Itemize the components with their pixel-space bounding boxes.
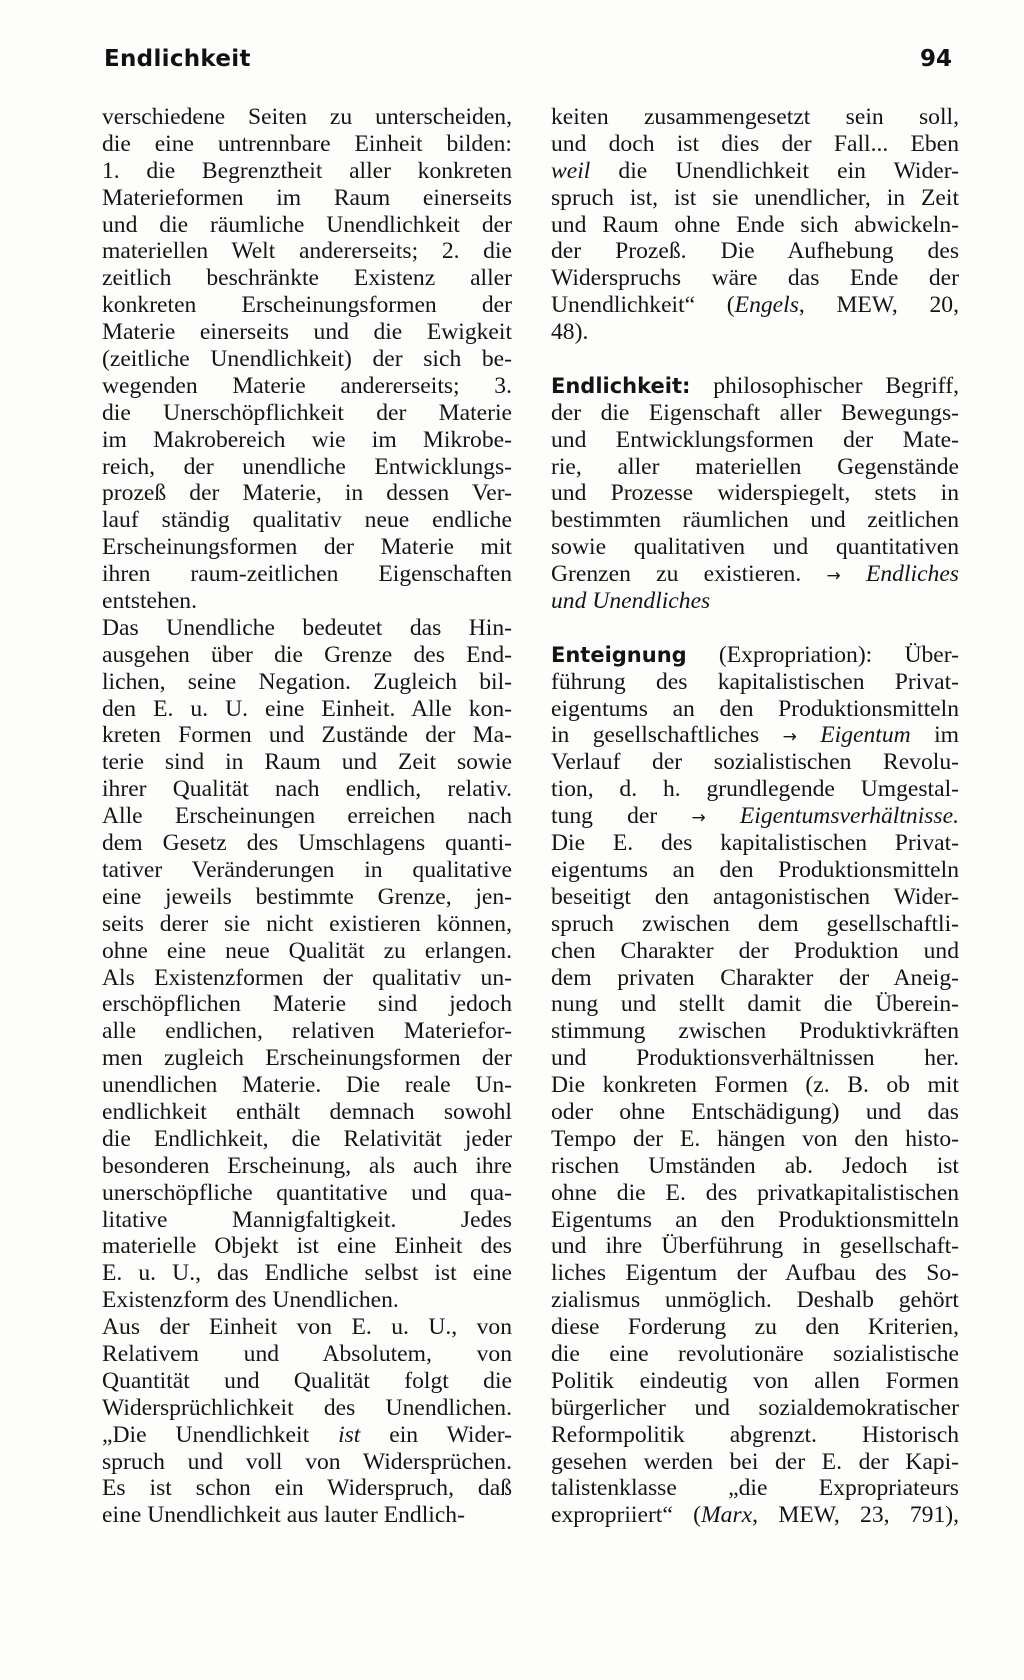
text-line: kreten Formen und Zustände der Ma- — [102, 722, 512, 749]
cross-reference-link: Eigentum — [820, 722, 911, 749]
text-line: spruch ist, ist sie unendlicher, in Zeit — [551, 184, 959, 211]
text-line: dem Gesetz des Umschlagens quanti- — [102, 830, 512, 857]
text-line: und Prozesse widerspiegelt, stets in — [551, 480, 959, 507]
text-line: Widerspruchs wäre das Ende der — [551, 265, 959, 292]
text-line: endlichkeit enthält demnach sowohl — [102, 1098, 512, 1125]
text-line: beseitigt den antagonistischen Wider- — [551, 883, 959, 910]
cross-reference-link: Eigentumsverhältnisse. — [739, 803, 959, 830]
text-line: reich, der unendliche Entwicklungs- — [102, 453, 512, 480]
text-line: unendlichen Materie. Die reale Un- — [102, 1072, 512, 1099]
text-line: keiten zusammengesetzt sein soll, — [551, 104, 959, 130]
text-line: unerschöpfliche quantitative und qua- — [102, 1179, 512, 1206]
text-line: „Die Unendlichkeit ist ein Wider- — [102, 1421, 512, 1448]
text-line: diese Forderung zu den Kriterien, — [551, 1314, 959, 1341]
text-line: weil die Unendlichkeit ein Wider- — [551, 157, 959, 184]
text-line: die Unerschöpflichkeit der Materie — [102, 399, 512, 426]
text-line: tion, d. h. grundlegende Umgestal- — [551, 776, 959, 803]
page-number: 94 — [919, 46, 952, 72]
text-line: und ihre Überführung in gesellschaft- — [551, 1233, 959, 1260]
text-line: materielle Objekt ist eine Einheit des — [102, 1233, 512, 1260]
text-line: Tempo der E. hängen von den histo- — [551, 1125, 959, 1152]
text-line: tativer Veränderungen in qualitative — [102, 856, 512, 883]
text-line: Existenzform des Unendlichen. — [102, 1287, 399, 1314]
text-line: die eine revolutionäre sozialistische — [551, 1340, 959, 1367]
text-line: alle endlichen, relativen Materiefor- — [102, 1018, 512, 1045]
text-line: litative Mannigfaltigkeit. Jedes — [102, 1206, 512, 1233]
text-line: bestimmten räumlichen und zeitlichen — [551, 507, 959, 534]
text-line: men zugleich Erscheinungsformen der — [102, 1045, 512, 1072]
text-line: Quantität und Qualität folgt die — [102, 1367, 512, 1394]
paragraph-gap — [551, 615, 959, 642]
text-line: 1. die Begrenztheit aller konkreten — [102, 157, 512, 184]
text-line: materiellen Welt andererseits; 2. die — [102, 238, 512, 265]
text-line — [551, 588, 959, 615]
text-line: Widersprüchlichkeit des Unendlichen. — [102, 1394, 512, 1421]
text-fragment: philosophischer Begriff, — [690, 372, 959, 399]
text-line: terie sind in Raum und Zeit sowie — [102, 749, 512, 776]
text-line: Die konkreten Formen (z. B. ob mit — [551, 1072, 959, 1099]
emphasis: ist — [338, 1421, 361, 1448]
text-line: eine Unendlichkeit aus lauter Endlich- — [102, 1502, 465, 1529]
text-line: besonderen Erscheinung, als auch ihre — [102, 1152, 512, 1179]
text-line: den E. u. U. eine Einheit. Alle kon- — [102, 695, 512, 722]
text-line — [551, 373, 959, 400]
text-line: Materieformen im Raum einerseits — [102, 184, 512, 211]
text-line: talistenklasse „die Expropriateurs — [551, 1475, 959, 1502]
text-line: und Raum ohne Ende sich abwickeln- — [551, 211, 959, 238]
text-line: Relativem und Absolutem, von — [102, 1340, 512, 1367]
text-fragment: (Expropriation): Über- — [686, 641, 959, 668]
text-line: Das Unendliche bedeutet das Hin- — [102, 614, 512, 641]
text-line: Materie einerseits und die Ewigkeit — [102, 319, 512, 346]
text-line: und die räumliche Unendlichkeit der — [102, 211, 512, 238]
text-line: dem privaten Charakter der Aneig- — [551, 964, 959, 991]
text-line: Es ist schon ein Widerspruch, daß — [102, 1475, 512, 1502]
text-line — [551, 561, 959, 588]
text-line: ausgehen über die Grenze des End- — [102, 641, 512, 668]
text-line: lauf ständig qualitativ neue endliche — [102, 507, 512, 534]
text-line: rie, aller materiellen Gegenstände — [551, 453, 959, 480]
cross-reference-link: und Unendliches — [551, 588, 711, 615]
text-line: eigentums an den Produktionsmitteln — [551, 695, 959, 722]
text-line: führung des kapitalistischen Privat- — [551, 668, 959, 695]
text-line: Unendlichkeit“ (Engels, MEW, 20, — [551, 292, 959, 319]
text-line: Verlauf der sozialistischen Revolu- — [551, 749, 959, 776]
text-line: Erscheinungsformen der Materie mit — [102, 534, 512, 561]
text-line: E. u. U., das Endliche selbst ist eine — [102, 1260, 512, 1287]
text-line: 48). — [551, 319, 589, 346]
author-citation: Engels — [734, 292, 799, 319]
text-line: spruch zwischen dem gesellschaftli- — [551, 910, 959, 937]
text-line: sowie qualitativen und quantitativen — [551, 534, 959, 561]
text-line: ihren raum-zeitlichen Eigenschaften — [102, 561, 512, 588]
text-line: eine jeweils bestimmte Grenze, jen- — [102, 883, 512, 910]
text-line: stimmung zwischen Produktivkräften — [551, 1018, 959, 1045]
left-column — [102, 104, 512, 1529]
text-line: wegenden Materie andererseits; 3. — [102, 372, 512, 399]
emphasis: weil — [551, 157, 591, 184]
text-line: im Makrobereich wie im Mikrobe- — [102, 426, 512, 453]
text-line: entstehen. — [102, 588, 197, 615]
paragraph-gap — [551, 346, 959, 373]
text-line: chen Charakter der Produktion und — [551, 937, 959, 964]
text-line: und Produktionsverhältnissen her. — [551, 1045, 959, 1072]
text-line: ohne die E. des privatkapitalistischen — [551, 1179, 959, 1206]
text-line: konkreten Erscheinungsformen der — [102, 292, 512, 319]
text-line: spruch und voll von Widersprüchen. — [102, 1448, 512, 1475]
entry-headword: Endlichkeit: — [551, 373, 691, 398]
text-line: verschiedene Seiten zu unterscheiden, — [102, 104, 512, 130]
text-line: erschöpflichen Materie sind jedoch — [102, 991, 512, 1018]
text-line: lichen, seine Negation. Zugleich bil- — [102, 668, 512, 695]
text-line: gesehen werden bei der E. der Kapi- — [551, 1448, 959, 1475]
author-citation: Marx — [701, 1502, 753, 1529]
text-line: expropriiert“ (Marx, MEW, 23, 791), — [551, 1502, 959, 1529]
text-line: die Endlichkeit, die Relativität jeder — [102, 1125, 512, 1152]
text-line: zialismus unmöglich. Deshalb gehört — [551, 1287, 959, 1314]
text-line: seits derer sie nicht existieren können, — [102, 910, 512, 937]
text-line: oder ohne Entschädigung) und das — [551, 1098, 959, 1125]
text-line: ihrer Qualität nach endlich, relativ. — [102, 776, 512, 803]
text-line — [551, 642, 959, 669]
text-line: in gesellschaftliches → Eigentum im — [551, 722, 959, 749]
cross-reference-arrow: → — [826, 566, 841, 587]
text-line: Politik eindeutig von allen Formen — [551, 1367, 959, 1394]
text-line: tung der → Eigentumsverhältnisse. — [551, 803, 959, 830]
text-line: ohne eine neue Qualität zu erlangen. — [102, 937, 512, 964]
text-line: prozeß der Materie, in dessen Ver- — [102, 480, 512, 507]
text-line: (zeitliche Unendlichkeit) der sich be- — [102, 346, 512, 373]
text-line: Als Existenzformen der qualitativ un- — [102, 964, 512, 991]
text-fragment: Grenzen zu existieren. — [551, 561, 802, 588]
cross-reference-arrow: → — [782, 727, 797, 748]
text-line: Reformpolitik abgrenzt. Historisch — [551, 1421, 959, 1448]
text-line: rischen Umständen ab. Jedoch ist — [551, 1152, 959, 1179]
text-line: Eigentums an den Produktionsmitteln — [551, 1206, 959, 1233]
text-line: der Prozeß. Die Aufhebung des — [551, 238, 959, 265]
text-line: der die Eigenschaft aller Bewegungs- — [551, 399, 959, 426]
cross-reference-arrow: → — [691, 808, 706, 829]
text-line: nung und stellt damit die Überein- — [551, 991, 959, 1018]
text-line: die eine untrennbare Einheit bilden: — [102, 130, 512, 157]
text-line: liches Eigentum der Aufbau des So- — [551, 1260, 959, 1287]
text-line: zeitlich beschränkte Existenz aller — [102, 265, 512, 292]
text-line: bürgerlicher und sozialdemokratischer — [551, 1394, 959, 1421]
text-line: Aus der Einheit von E. u. U., von — [102, 1314, 512, 1341]
text-line: eigentums an den Produktionsmitteln — [551, 856, 959, 883]
entry-headword: Enteignung — [551, 642, 687, 667]
text-line: Die E. des kapitalistischen Privat- — [551, 830, 959, 857]
text-line: und Entwicklungsformen der Mate- — [551, 426, 959, 453]
running-head: Endlichkeit — [104, 46, 251, 72]
right-column — [551, 104, 959, 1529]
cross-reference-link: Endliches — [865, 561, 959, 588]
text-line: und doch ist dies der Fall... Eben — [551, 130, 959, 157]
text-line: Alle Erscheinungen erreichen nach — [102, 803, 512, 830]
